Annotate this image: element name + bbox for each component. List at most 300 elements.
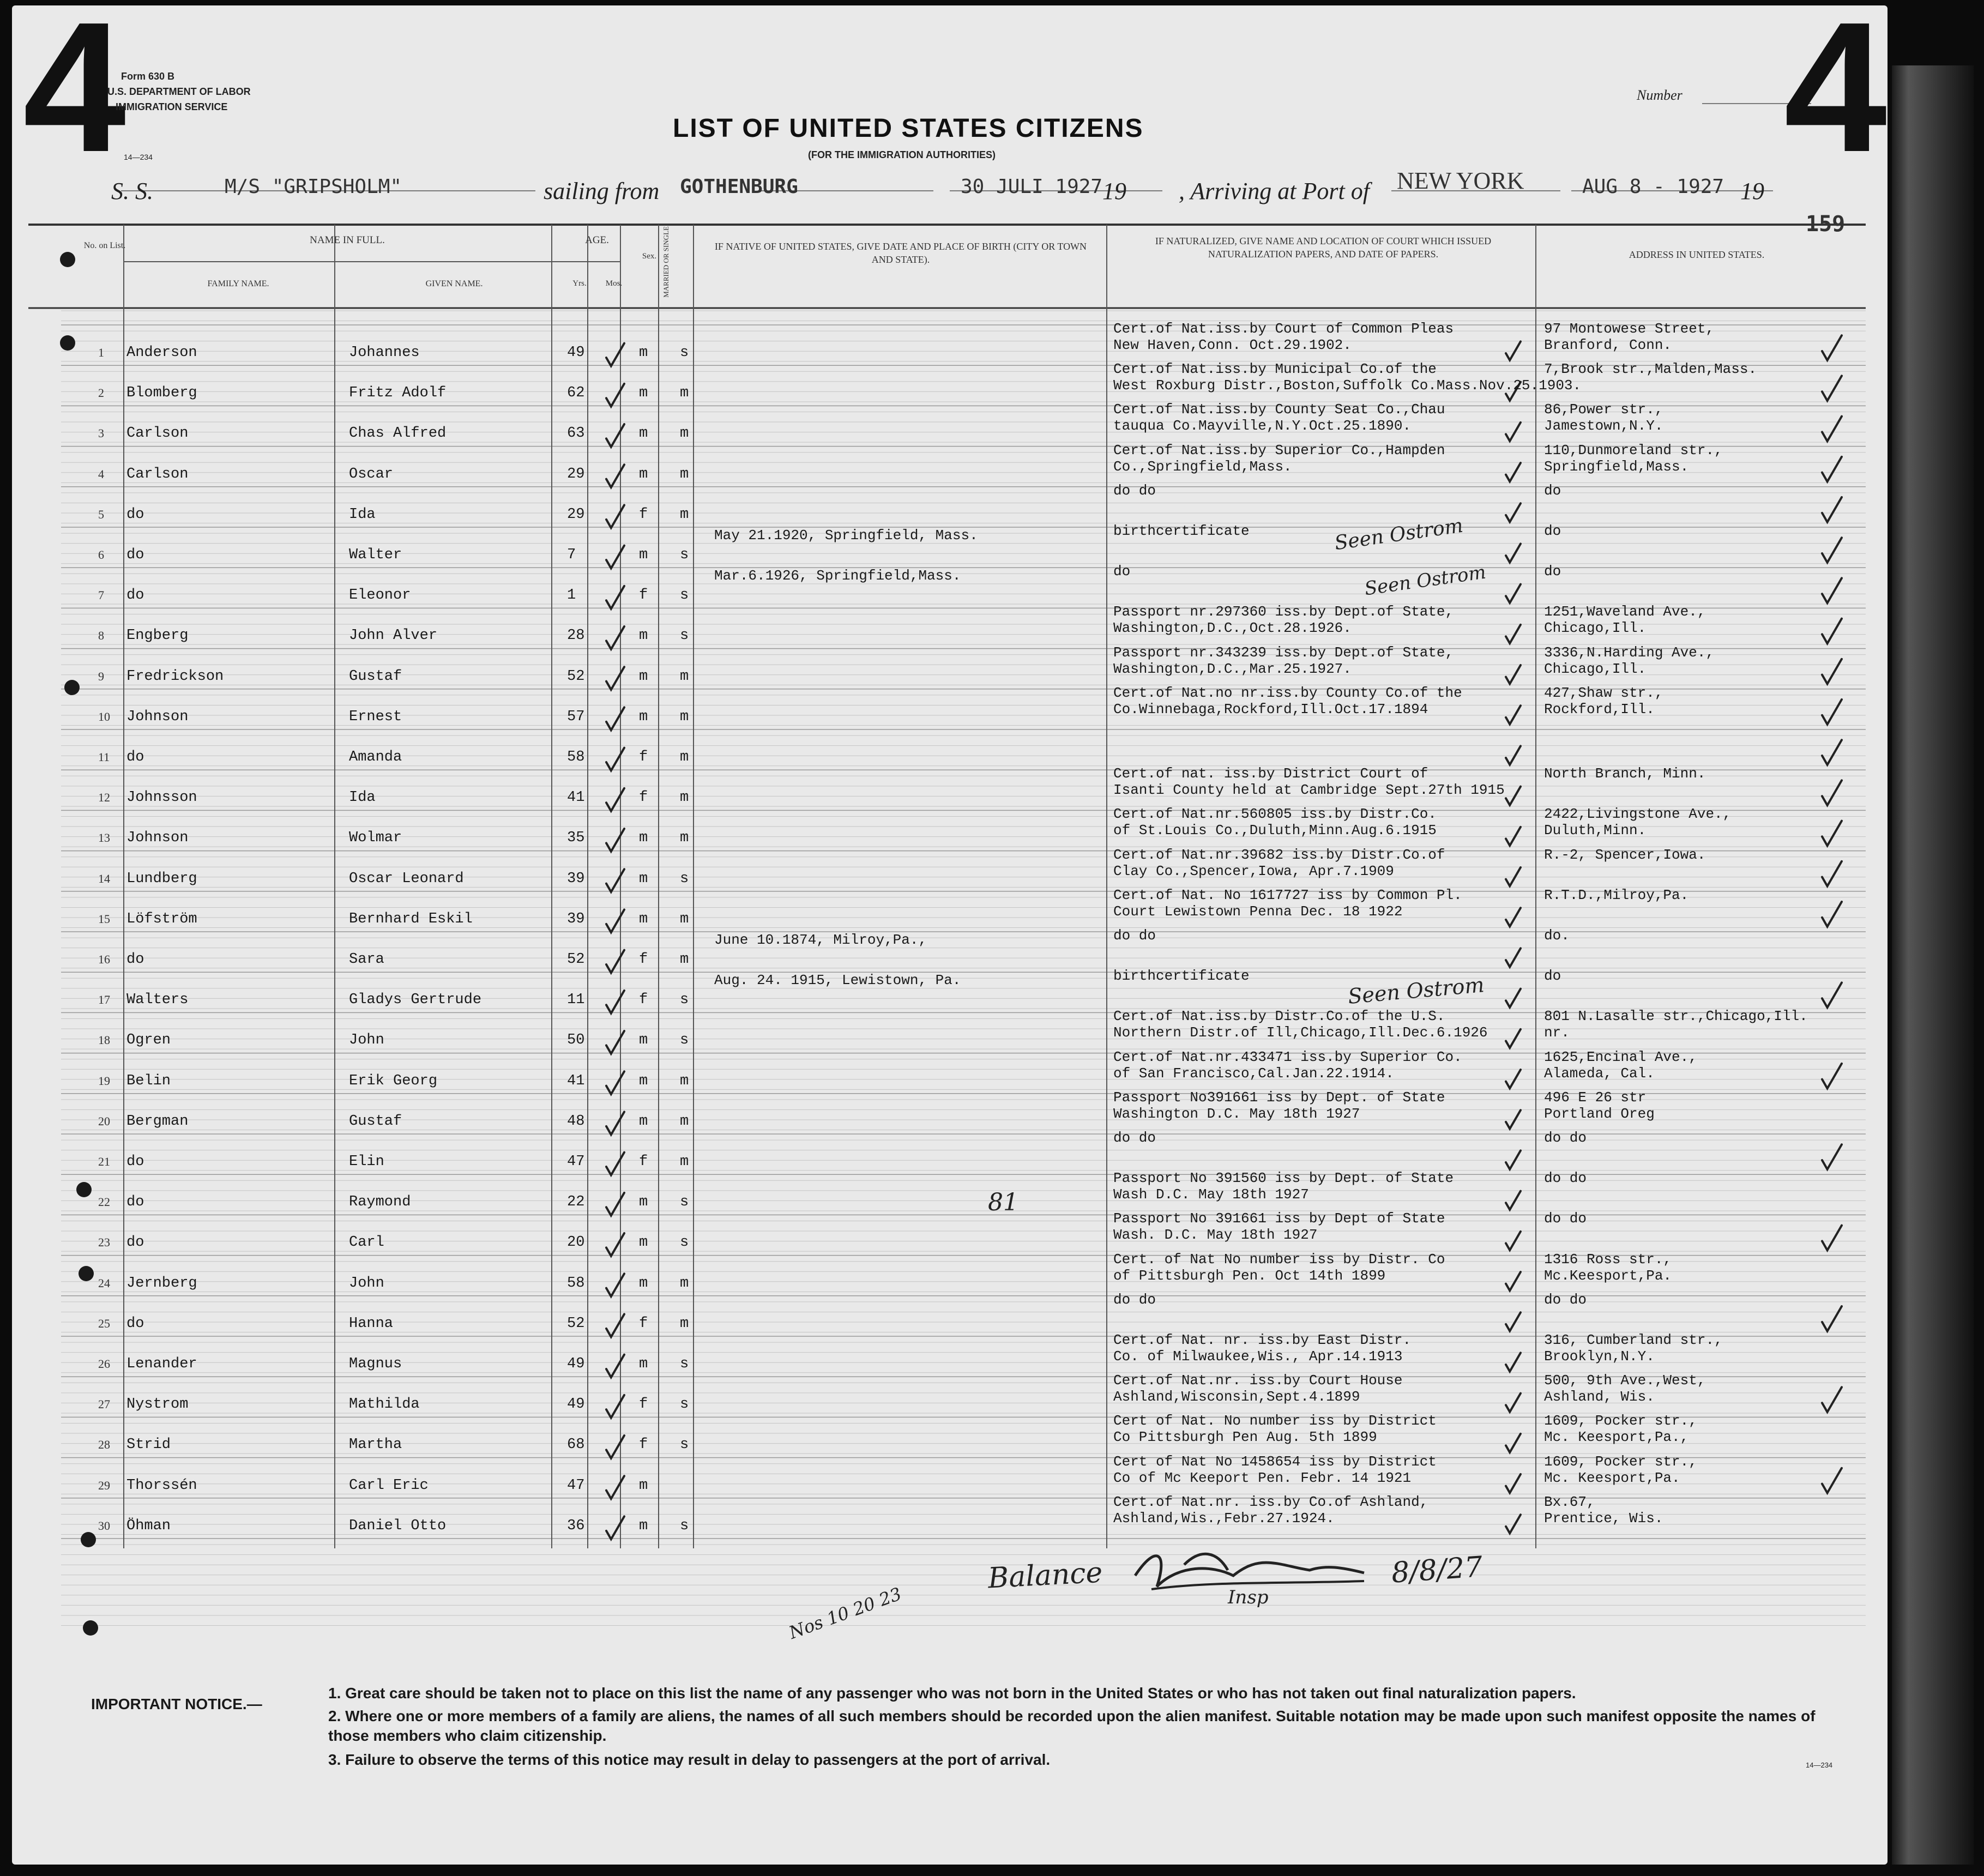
address-line-2: Springfield,Mass. — [1544, 458, 1689, 475]
sex: m — [639, 1234, 648, 1251]
age-years: 52 — [567, 668, 585, 685]
address-line-1: 2422,Livingstone Ave., — [1544, 806, 1732, 823]
address-line-1: 1625,Encinal Ave., — [1544, 1048, 1697, 1065]
address-line-2: Alameda, Cal. — [1544, 1065, 1655, 1082]
sheet-number: 159 — [1806, 212, 1846, 237]
address-line-2: Jamestown,N.Y. — [1544, 418, 1663, 435]
family-name: do — [126, 1315, 144, 1332]
age-years: 36 — [567, 1517, 585, 1534]
naturalization-line-2: Clay Co.,Spencer,Iowa, Apr.7.1909 — [1113, 862, 1394, 879]
family-name: Carlson — [126, 466, 189, 482]
sex: m — [639, 1356, 648, 1372]
page-number-right: 4 — [1784, 5, 1887, 191]
given-name: Martha — [349, 1437, 402, 1453]
naturalization-line-2: Co Pittsburgh Pen Aug. 5th 1899 — [1113, 1429, 1377, 1446]
age-years: 22 — [567, 1194, 585, 1211]
family-name: Lenander — [126, 1356, 197, 1372]
naturalization-line-2: Ashland,Wisconsin,Sept.4.1899 — [1113, 1389, 1360, 1406]
page-title: LIST OF UNITED STATES CITIZENS — [673, 114, 1144, 143]
given-name: John — [349, 1275, 384, 1292]
address-line-1: 110,Dunmoreland str., — [1544, 442, 1723, 459]
age-years: 52 — [567, 1315, 585, 1332]
row-number: 17 — [98, 993, 110, 1007]
naturalization-line-1: Cert of Nat. No number iss by District — [1113, 1413, 1437, 1429]
family-name: Thorssén — [126, 1477, 197, 1494]
address-line-2: Portland Oreg — [1544, 1105, 1655, 1122]
seen-stamp-1: Seen Ostrom — [1333, 514, 1465, 555]
naturalization-line-1: do do — [1113, 927, 1156, 944]
naturalization-line-1: birthcertificate — [1113, 523, 1250, 539]
age-years: 39 — [567, 910, 585, 927]
marital-status: m — [680, 425, 689, 442]
marital-status: m — [680, 1275, 689, 1292]
binder-hole — [76, 1182, 92, 1197]
naturalization-line-1: Cert.of Nat.nr.39682 iss.by Distr.Co.of — [1113, 846, 1445, 863]
naturalization-line-2: Washington,D.C.,Mar.25.1927. — [1113, 660, 1352, 677]
header-age: AGE. — [585, 234, 609, 246]
given-name: Daniel Otto — [349, 1517, 447, 1534]
address-line-1: do. — [1544, 927, 1570, 944]
header-yrs: Yrs. — [572, 279, 587, 288]
naturalization-line-2: Wash. D.C. May 18th 1927 — [1113, 1227, 1318, 1244]
sex: m — [639, 870, 648, 887]
birth-info: May 21.1920, Springfield, Mass. — [714, 527, 978, 544]
department: U.S. DEPARTMENT OF LABOR — [107, 86, 251, 97]
notice-item-2: 2. Where one or more members of a family are aliens, the names of all such members should be recorded upon the alien manifest. Suitable notation may be made upon such manifest opposite the names of those members who claim citizenship. — [328, 1708, 1816, 1745]
family-name: Löfström — [126, 910, 197, 927]
family-name: Engberg — [126, 628, 189, 644]
insp-note: Insp — [1228, 1587, 1269, 1608]
row-number: 14 — [98, 871, 110, 885]
row-number: 29 — [98, 1478, 110, 1492]
naturalization-line-1: do — [1113, 563, 1131, 580]
marital-status: m — [680, 910, 689, 927]
row-number: 12 — [98, 791, 110, 805]
given-name: Eleonor — [349, 587, 411, 604]
marital-status: s — [680, 1517, 689, 1534]
naturalization-line-1: Cert.of Nat.nr.560805 iss.by Distr.Co. — [1113, 806, 1437, 823]
address-line-1: 7,Brook str.,Malden,Mass. — [1544, 361, 1757, 378]
address-line-1: 1609, Pocker str., — [1544, 1413, 1697, 1429]
naturalization-line-2: Co of Mc Keeport Pen. Febr. 14 1921 — [1113, 1469, 1412, 1486]
sex: f — [639, 992, 648, 1009]
age-years: 52 — [567, 951, 585, 968]
marital-status: s — [680, 1396, 689, 1413]
family-name: Fredrickson — [126, 668, 224, 685]
marital-status: s — [680, 1437, 689, 1453]
address-line-1: do — [1544, 563, 1561, 580]
sex: m — [639, 1072, 648, 1089]
address-line-1: do do — [1544, 1130, 1587, 1146]
port-name: NEW YORK — [1397, 167, 1524, 194]
family-name: do — [126, 749, 144, 765]
sex: f — [639, 749, 648, 765]
seen-stamp-3: Seen Ostrom — [1347, 973, 1486, 1009]
given-name: Erik Georg — [349, 1072, 438, 1089]
marital-status: s — [680, 1194, 689, 1211]
marital-status: m — [680, 708, 689, 725]
naturalization-line-2: Washington,D.C.,Oct.28.1926. — [1113, 620, 1352, 637]
address-line-2: nr. — [1544, 1024, 1570, 1041]
naturalization-line-2: Court Lewistown Penna Dec. 18 1922 — [1113, 903, 1403, 920]
binder-hole — [83, 1620, 98, 1636]
age-years: 47 — [567, 1477, 585, 1494]
marital-status: m — [680, 1072, 689, 1089]
naturalization-line-1: Cert.of Nat.nr.433471 iss.by Superior Co. — [1113, 1048, 1462, 1065]
arrival-date: AUG 8 - 1927 — [1582, 176, 1724, 198]
header-family-name: FAMILY NAME. — [207, 279, 269, 288]
sailing-from: GOTHENBURG — [680, 176, 798, 198]
address-line-1: do do — [1544, 1210, 1587, 1227]
balance-note: Balance — [987, 1556, 1103, 1595]
sex: m — [639, 385, 648, 402]
header-name-in-full: NAME IN FULL. — [310, 234, 385, 246]
row-number: 9 — [98, 669, 104, 683]
row-number: 24 — [98, 1276, 110, 1290]
row-number: 30 — [98, 1518, 110, 1533]
given-name: Oscar Leonard — [349, 870, 464, 887]
given-name: Gustaf — [349, 668, 402, 685]
signature-date: 8/8/27 — [1390, 1551, 1484, 1590]
age-years: 1 — [567, 587, 576, 604]
age-years: 39 — [567, 870, 585, 887]
sex: f — [639, 506, 648, 523]
address-line-1: R.T.D.,Milroy,Pa. — [1544, 886, 1689, 903]
binder-hole — [60, 252, 75, 267]
family-name: Ogren — [126, 1032, 171, 1049]
family-name: do — [126, 951, 144, 968]
marital-status: m — [680, 385, 689, 402]
sex: f — [639, 1315, 648, 1332]
sex: m — [639, 1517, 648, 1534]
manifest-sheet — [12, 5, 1887, 1865]
header-native: IF NATIVE OF UNITED STATES, GIVE DATE AND PLACE OF BIRTH (CITY OR TOWN AND STATE). — [714, 241, 1087, 266]
address-line-2: Chicago,Ill. — [1544, 660, 1647, 677]
naturalization-line-1: Cert.of Nat.no nr.iss.by County Co.of the — [1113, 684, 1462, 701]
given-name: Carl — [349, 1234, 384, 1251]
sex: m — [639, 910, 648, 927]
sex: m — [639, 1477, 648, 1494]
marital-status: m — [680, 1113, 689, 1130]
row-number: 2 — [98, 386, 104, 400]
row-number: 8 — [98, 629, 104, 643]
marital-status: s — [680, 1356, 689, 1372]
marital-status: m — [680, 1154, 689, 1170]
naturalization-line-1: Cert.of Nat. No 1617727 iss by Common Pl. — [1113, 886, 1462, 903]
form-code-top: 14—234 — [124, 153, 153, 161]
address-line-2: Mc. Keesport,Pa. — [1544, 1469, 1680, 1486]
address-line-2: Prentice, Wis. — [1544, 1510, 1663, 1527]
sailing-label: sailing from — [544, 178, 660, 204]
age-years: 58 — [567, 749, 585, 765]
header-sex: Sex. — [642, 252, 657, 261]
header-married: MARRIED OR SINGLE. — [662, 224, 671, 298]
family-name: do — [126, 1194, 144, 1211]
sex: m — [639, 1113, 648, 1130]
birth-info: Aug. 24. 1915, Lewistown, Pa. — [714, 972, 961, 989]
age-years: 49 — [567, 345, 585, 361]
naturalization-line-1: Passport nr.297360 iss.by Dept.of State, — [1113, 604, 1454, 620]
naturalization-line-1: Cert.of Nat.nr. iss.by Court House — [1113, 1372, 1403, 1389]
ship-name: M/S "GRIPSHOLM" — [225, 176, 402, 198]
inspector-signature — [12, 5, 1887, 1865]
family-name: Nystrom — [126, 1396, 189, 1413]
marital-status: s — [680, 587, 689, 604]
sex: m — [639, 1275, 648, 1292]
address-line-2: Brooklyn,N.Y. — [1544, 1348, 1655, 1365]
year-suffix-2: 19 — [1740, 178, 1764, 204]
address-line-2: Duluth,Minn. — [1544, 822, 1647, 839]
family-name: Johnsson — [126, 789, 197, 806]
given-name: John — [349, 1032, 384, 1049]
given-name: Magnus — [349, 1356, 402, 1372]
birth-info: Mar.6.1926, Springfield,Mass. — [714, 568, 961, 584]
age-years: 11 — [567, 992, 585, 1009]
binder-hole — [60, 335, 75, 351]
header-address: ADDRESS IN UNITED STATES. — [1629, 249, 1765, 260]
birth-info: June 10.1874, Milroy,Pa., — [714, 932, 927, 948]
family-name: do — [126, 587, 144, 604]
sex: m — [639, 1194, 648, 1211]
age-years: 62 — [567, 385, 585, 402]
binder-hole — [79, 1266, 94, 1281]
marital-status: m — [680, 506, 689, 523]
count-note: 81 — [988, 1189, 1018, 1216]
given-name: Sara — [349, 951, 384, 968]
given-name: Johannes — [349, 345, 420, 361]
naturalization-line-2: Washington D.C. May 18th 1927 — [1113, 1105, 1360, 1122]
age-years: 28 — [567, 628, 585, 644]
sex: f — [639, 587, 648, 604]
family-name: Blomberg — [126, 385, 197, 402]
marital-status: m — [680, 668, 689, 685]
family-name: do — [126, 1154, 144, 1170]
address-line-1: 496 E 26 str — [1544, 1089, 1647, 1106]
sex: m — [639, 466, 648, 482]
address-line-2: Rockford,Ill. — [1544, 701, 1655, 717]
family-name: Bergman — [126, 1113, 189, 1130]
row-number: 1 — [98, 346, 104, 359]
row-number: 28 — [98, 1438, 110, 1452]
sex: m — [639, 668, 648, 685]
year-suffix: 19 — [1102, 178, 1126, 204]
sex: f — [639, 951, 648, 968]
age-years: 58 — [567, 1275, 585, 1292]
age-years: 29 — [567, 506, 585, 523]
family-name: Carlson — [126, 425, 189, 442]
address-line-1: do — [1544, 968, 1561, 985]
row-number: 23 — [98, 1235, 110, 1250]
form-code-bottom: 14—234 — [1806, 1761, 1833, 1769]
marital-status: s — [680, 992, 689, 1009]
given-name: Ida — [349, 789, 376, 806]
sex: f — [639, 1437, 648, 1453]
address-line-1: 1316 Ross str., — [1544, 1251, 1672, 1268]
given-name: Carl Eric — [349, 1477, 429, 1494]
family-name: Belin — [126, 1072, 171, 1089]
ss-label: S. S. — [111, 178, 153, 204]
naturalization-line-1: Cert.of Nat.iss.by Court of Common Pleas — [1113, 321, 1454, 337]
row-number: 27 — [98, 1397, 110, 1411]
binder-hole — [64, 680, 80, 695]
naturalization-line-2: of Pittsburgh Pen. Oct 14th 1899 — [1113, 1267, 1386, 1284]
sex: m — [639, 628, 648, 644]
address-line-2: Ashland, Wis. — [1544, 1389, 1655, 1406]
age-years: 49 — [567, 1396, 585, 1413]
sex: m — [639, 345, 648, 361]
given-name: Wolmar — [349, 830, 402, 847]
page-edge-strip — [1892, 65, 1974, 1865]
address-line-2: Mc. Keesport,Pa., — [1544, 1429, 1689, 1446]
row-number: 20 — [98, 1114, 110, 1128]
naturalization-line-1: Cert.of Nat.iss.by County Seat Co.,Chau — [1113, 401, 1445, 418]
marital-status: s — [680, 870, 689, 887]
row-number: 21 — [98, 1155, 110, 1168]
naturalization-line-1: Cert. of Nat No number iss by Distr. Co — [1113, 1251, 1445, 1268]
age-years: 49 — [567, 1356, 585, 1372]
row-number: 18 — [98, 1033, 110, 1047]
naturalization-line-2: New Haven,Conn. Oct.29.1902. — [1113, 337, 1352, 353]
given-name: Walter — [349, 547, 402, 563]
header-mos: Mos. — [605, 279, 623, 288]
naturalization-line-2: Co. of Milwaukee,Wis., Apr.14.1913 — [1113, 1348, 1403, 1365]
naturalization-line-1: do do — [1113, 1291, 1156, 1308]
arriving-label: , Arriving at Port of — [1179, 178, 1370, 204]
age-years: 50 — [567, 1032, 585, 1049]
naturalization-line-1: Cert.of Nat.iss.by Municipal Co.of the — [1113, 361, 1437, 378]
address-line-1: 1609, Pocker str., — [1544, 1453, 1697, 1470]
naturalization-line-2: tauqua Co.Mayville,N.Y.Oct.25.1890. — [1113, 418, 1412, 435]
address-line-1: 801 N.Lasalle str.,Chicago,Ill. — [1544, 1008, 1808, 1025]
page-subtitle: (FOR THE IMMIGRATION AUTHORITIES) — [808, 149, 996, 160]
address-line-2: Chicago,Ill. — [1544, 620, 1647, 637]
age-years: 7 — [567, 547, 576, 563]
age-years: 29 — [567, 466, 585, 482]
family-name: Walters — [126, 992, 189, 1009]
address-line-1: 427,Shaw str., — [1544, 684, 1663, 701]
given-name: Ernest — [349, 708, 402, 725]
page-number-left: 4 — [23, 5, 126, 191]
address-line-1: 3336,N.Harding Ave., — [1544, 644, 1715, 661]
age-years: 63 — [567, 425, 585, 442]
given-name: Mathilda — [349, 1396, 420, 1413]
row-number: 26 — [98, 1357, 110, 1371]
age-years: 68 — [567, 1437, 585, 1453]
naturalization-line-2: Isanti County held at Cambridge Sept.27th 1915 — [1113, 782, 1505, 799]
marital-status: s — [680, 1234, 689, 1251]
naturalization-line-1: Passport nr.343239 iss.by Dept.of State, — [1113, 644, 1454, 661]
naturalization-line-1: do do — [1113, 482, 1156, 499]
naturalization-line-1: Cert of Nat No 1458654 iss by District — [1113, 1453, 1437, 1470]
given-name: Bernhard Eskil — [349, 910, 473, 927]
naturalization-line-1: Passport No 391560 iss by Dept. of State — [1113, 1170, 1454, 1187]
address-line-1: R.-2, Spencer,Iowa. — [1544, 846, 1706, 863]
address-line-1: North Branch, Minn. — [1544, 765, 1706, 782]
notice-item-1: 1. Great care should be taken not to place on this list the name of any passenger who was not born in the United States or who has not taken out final naturalization papers. — [328, 1685, 1576, 1702]
given-name: Fritz Adolf — [349, 385, 447, 402]
given-name: Chas Alfred — [349, 425, 447, 442]
family-name: Jernberg — [126, 1275, 197, 1292]
address-line-2: Branford, Conn. — [1544, 337, 1672, 353]
given-name: Gustaf — [349, 1113, 402, 1130]
naturalization-line-1: birthcertificate — [1113, 968, 1250, 985]
row-number: 25 — [98, 1316, 110, 1330]
address-line-1: 1251,Waveland Ave., — [1544, 604, 1706, 620]
address-line-1: 86,Power str., — [1544, 401, 1663, 418]
row-number: 19 — [98, 1073, 110, 1088]
address-line-2: Mc.Keesport,Pa. — [1544, 1267, 1672, 1284]
sex: f — [639, 789, 648, 806]
naturalization-line-1: Cert.of Nat.iss.by Distr.Co.of the U.S. — [1113, 1008, 1445, 1025]
sex: m — [639, 425, 648, 442]
row-number: 11 — [98, 750, 110, 764]
naturalization-line-2: Co.,Springfield,Mass. — [1113, 458, 1292, 475]
marital-status: m — [680, 466, 689, 482]
age-years: 57 — [567, 708, 585, 725]
marital-status: s — [680, 547, 689, 563]
age-years: 48 — [567, 1113, 585, 1130]
naturalization-line-2: of San Francisco,Cal.Jan.22.1914. — [1113, 1065, 1394, 1082]
family-name: Johnson — [126, 708, 189, 725]
naturalization-line-2: Northern Distr.of Ill,Chicago,Ill.Dec.6.1926 — [1113, 1024, 1488, 1041]
naturalization-line-2: of St.Louis Co.,Duluth,Minn.Aug.6.1915 — [1113, 822, 1437, 839]
address-line-1: do — [1544, 523, 1561, 539]
age-years: 47 — [567, 1154, 585, 1170]
number-label: Number — [1637, 87, 1683, 103]
row-number: 6 — [98, 548, 104, 562]
marital-status: s — [680, 628, 689, 644]
marital-status: m — [680, 749, 689, 765]
age-years: 41 — [567, 1072, 585, 1089]
left-margin-note: Nos 10 20 23 — [786, 1583, 904, 1643]
sex: f — [639, 1154, 648, 1170]
family-name: do — [126, 506, 144, 523]
given-name: Ida — [349, 506, 376, 523]
naturalization-line-1: Passport No391661 iss by Dept. of State — [1113, 1089, 1445, 1106]
naturalization-line-2: Ashland,Wis.,Febr.27.1924. — [1113, 1510, 1335, 1527]
sex: m — [639, 1032, 648, 1049]
age-years: 20 — [567, 1234, 585, 1251]
family-name: Strid — [126, 1437, 171, 1453]
binder-hole — [81, 1532, 96, 1547]
sex: m — [639, 708, 648, 725]
row-number: 7 — [98, 588, 104, 602]
seen-stamp-2: Seen Ostrom — [1363, 561, 1487, 600]
age-years: 35 — [567, 830, 585, 847]
sex: m — [639, 830, 648, 847]
address-line-1: do — [1544, 482, 1561, 499]
naturalization-line-1: Cert.of Nat.iss.by Superior Co.,Hampden — [1113, 442, 1445, 459]
marital-status: s — [680, 345, 689, 361]
row-number: 4 — [98, 467, 104, 481]
family-name: Lundberg — [126, 870, 197, 887]
family-name: Johnson — [126, 830, 189, 847]
family-name: Anderson — [126, 345, 197, 361]
given-name: Amanda — [349, 749, 402, 765]
marital-status: m — [680, 830, 689, 847]
form-number: Form 630 B — [121, 71, 175, 82]
row-number: 5 — [98, 507, 104, 521]
family-name: do — [126, 1234, 144, 1251]
naturalization-line-1: Cert.of Nat.nr. iss.by Co.of Ashland, — [1113, 1493, 1428, 1510]
given-name: John Alver — [349, 628, 438, 644]
row-number: 22 — [98, 1195, 110, 1209]
marital-status: m — [680, 951, 689, 968]
family-name: do — [126, 547, 144, 563]
sail-date: 30 JULI 1927 — [961, 176, 1103, 198]
row-number: 16 — [98, 952, 110, 966]
header-no: No. on List. — [83, 241, 126, 250]
